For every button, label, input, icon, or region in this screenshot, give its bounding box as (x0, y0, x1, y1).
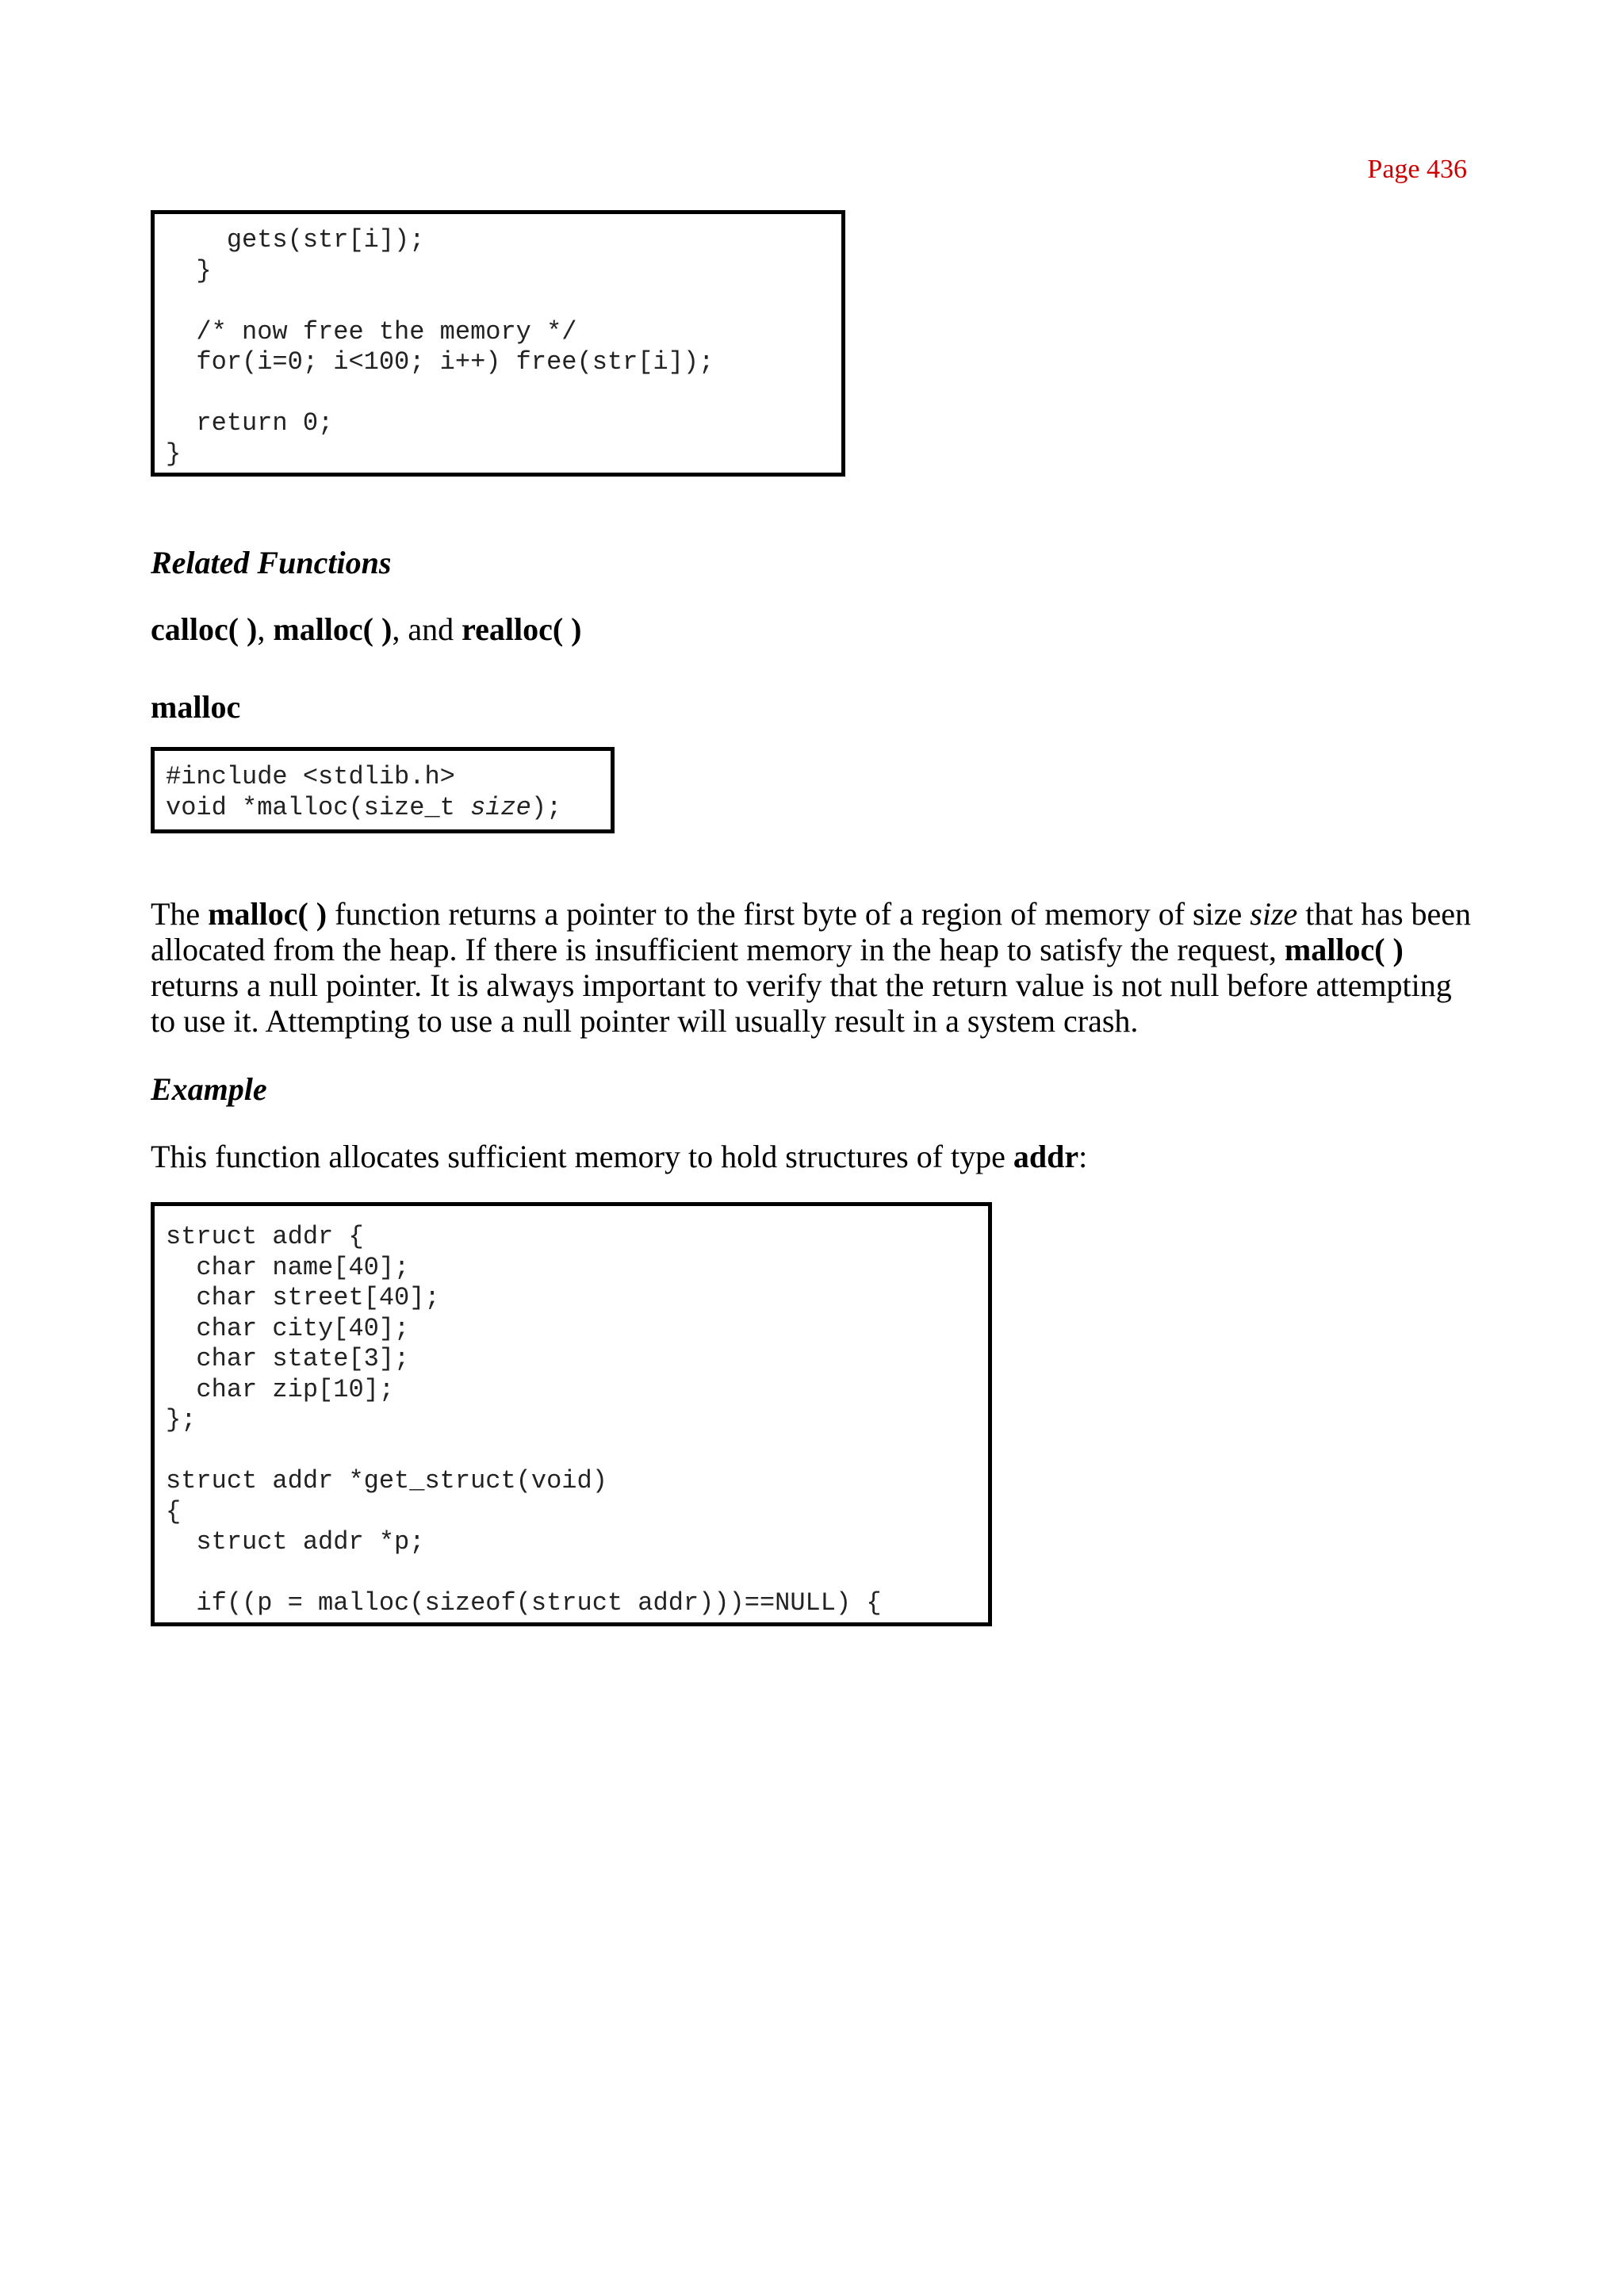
code-line: #include <stdlib.h> (166, 762, 455, 791)
description-text: returns a null pointer. It is always important to verify that the return value is not null before attempting to use it. Attempting to use a null pointer will usually result in a system crash. (151, 967, 1452, 1039)
code-line (166, 793, 611, 824)
related-function-realloc: realloc( ) (462, 611, 582, 647)
code-line: return 0; (166, 408, 334, 438)
code-line: /* now free the memory */ (166, 316, 577, 347)
code-line: gets(str[i]); (166, 225, 425, 255)
code-line: char zip[10]; (166, 1374, 395, 1404)
code-line: char name[40]; (166, 1252, 410, 1282)
code-line (166, 1436, 988, 1467)
code-line (166, 1558, 988, 1589)
example-intro (151, 1139, 1483, 1174)
code-line: for(i=0; i<100; i++) free(str[i]); (166, 347, 714, 377)
related-functions-list (151, 611, 582, 648)
example-heading: Example (151, 1071, 267, 1107)
code-line: if((p = malloc(sizeof(struct addr)))==NULL) { (166, 1588, 882, 1618)
function-name: malloc( ) (1284, 932, 1404, 967)
function-name: malloc( ) (208, 896, 327, 932)
code-line (166, 378, 841, 409)
code-line: struct addr *get_struct(void) (166, 1466, 607, 1496)
code-parameter: size (470, 792, 531, 822)
code-line: { (166, 1496, 182, 1526)
intro-text: : (1078, 1139, 1088, 1174)
code-text: void *malloc(size_t (166, 792, 471, 822)
example-code-block (151, 1202, 992, 1626)
code-line: char city[40]; (166, 1313, 410, 1343)
code-block-continuation (151, 210, 845, 477)
code-line: } (166, 255, 212, 285)
code-line: }; (166, 1405, 197, 1434)
prototype-code-block (151, 747, 615, 833)
list-separator: , and (392, 611, 462, 647)
function-heading: malloc (151, 689, 241, 725)
code-text: ); (530, 792, 562, 822)
parameter-name: size (1250, 896, 1298, 932)
type-name: addr (1013, 1139, 1079, 1174)
page-number: Page 436 (1367, 155, 1467, 184)
code-line: char street[40]; (166, 1283, 440, 1312)
code-line: char state[3]; (166, 1344, 410, 1373)
code-line: struct addr *p; (166, 1527, 425, 1557)
intro-text: This function allocates sufficient memory to hold structures of type (151, 1139, 1013, 1174)
description-text: function returns a pointer to the first byte of a region of memory of size (327, 896, 1251, 932)
code-line: } (166, 439, 182, 469)
description-text: The (151, 896, 209, 932)
related-function-calloc: calloc( ) (151, 611, 258, 647)
description-text: that has been allocated from the heap. If there is insufficient memory in the heap to satisfy the request, (151, 896, 1472, 967)
related-function-malloc: malloc( ) (273, 611, 393, 647)
list-separator: , (257, 611, 274, 647)
code-line: struct addr { (166, 1222, 364, 1251)
related-functions-heading: Related Functions (151, 545, 392, 580)
code-line (166, 286, 841, 317)
function-description (151, 896, 1483, 1039)
